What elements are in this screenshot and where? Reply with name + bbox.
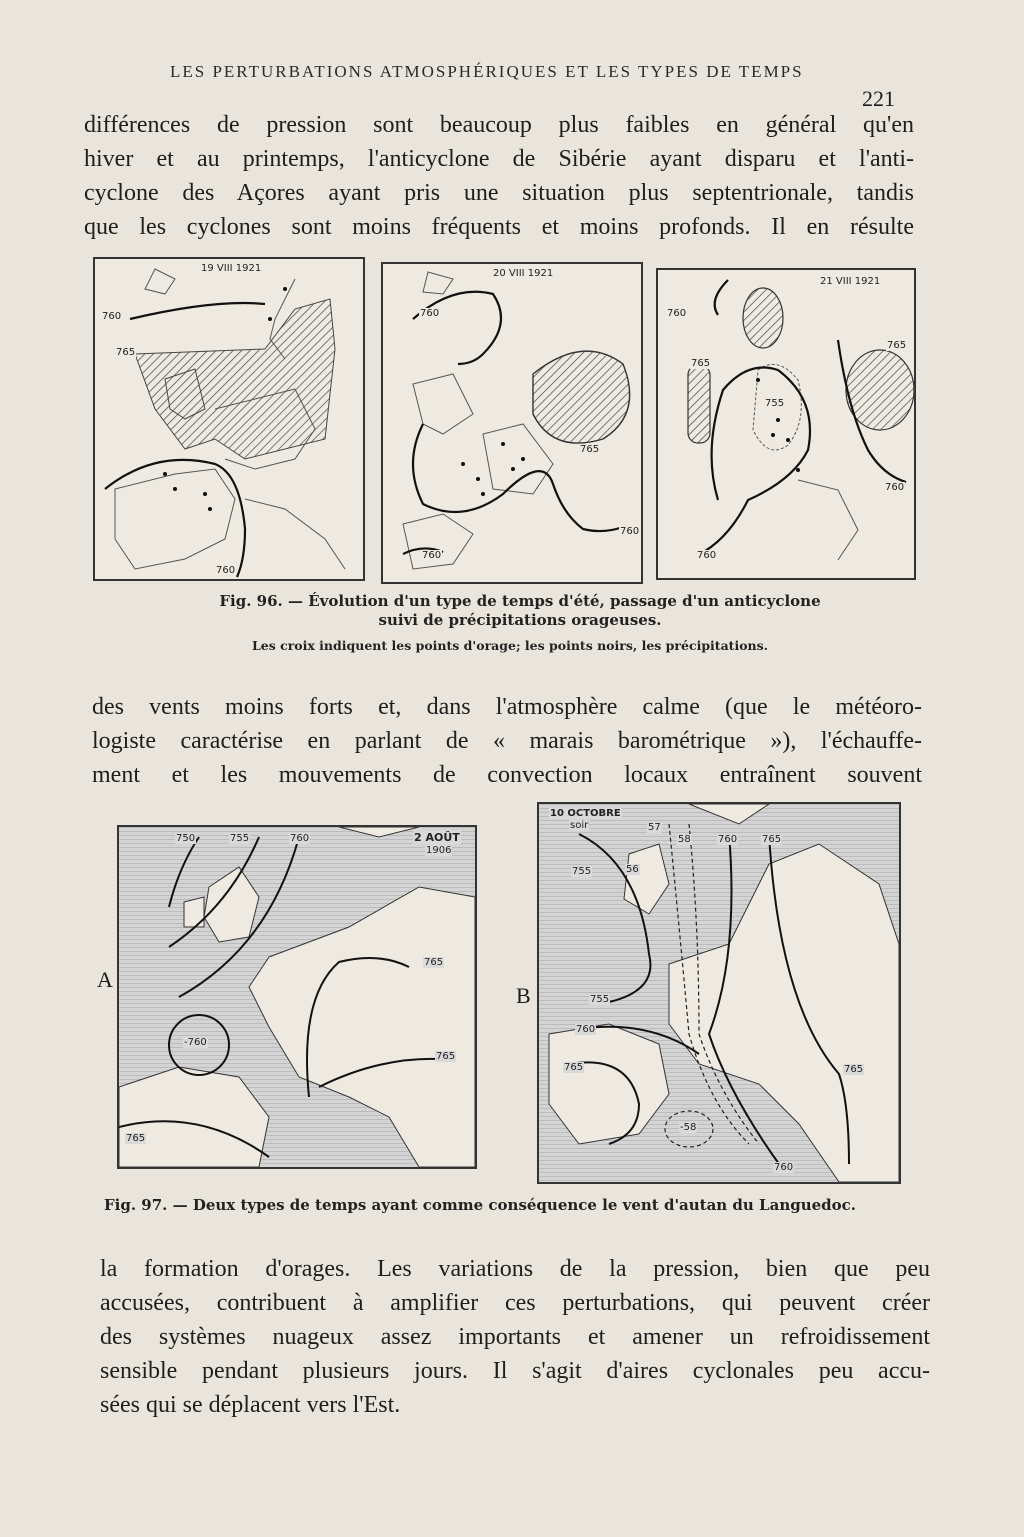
figure-96-caption bbox=[140, 592, 900, 630]
map-year: 1906 bbox=[426, 845, 452, 856]
text-line: la formation d'orages. Les variations de la pression, bien que peu bbox=[100, 1256, 930, 1282]
isobar-label: 760 bbox=[420, 308, 440, 319]
isobar-label: 755 bbox=[230, 833, 250, 844]
text-line: logiste caractérise en parlant de « marais barométrique »), l'échauffe- bbox=[92, 728, 922, 754]
isobar-label: 765 bbox=[116, 347, 136, 358]
text-line: ment et les mouvements de convection locaux entraînent souvent bbox=[92, 762, 922, 788]
isobar-label: 765 bbox=[424, 957, 444, 968]
weather-map-21-aug bbox=[656, 268, 916, 580]
isobar-label: 750 bbox=[176, 833, 196, 844]
weather-map-b bbox=[537, 802, 901, 1184]
text-line: sées qui se déplacent vers l'Est. bbox=[100, 1392, 401, 1418]
map-date-sub: soir bbox=[570, 820, 589, 831]
isobar-label: 755 bbox=[590, 994, 610, 1005]
map-date: 10 OCTOBRE bbox=[550, 808, 621, 819]
isobar-label: -58 bbox=[680, 1122, 697, 1133]
text-line: des vents moins forts et, dans l'atmosphère calme (que le météoro- bbox=[92, 694, 922, 720]
isobar-label: 765 bbox=[126, 1133, 146, 1144]
isobar-label: 765 bbox=[580, 444, 600, 455]
isobar-label: 760 bbox=[576, 1024, 596, 1035]
isobar-label: 58 bbox=[678, 834, 691, 845]
isobar-label: 760 bbox=[774, 1162, 794, 1173]
paragraph-bottom bbox=[100, 1252, 930, 1422]
text-line: accusées, contribuent à amplifier ces perturbations, qui peuvent créer bbox=[100, 1290, 930, 1316]
isobar-label: 760 bbox=[667, 308, 687, 319]
map-date: 2 AOÛT bbox=[414, 831, 460, 844]
isobar-label: 760 bbox=[216, 565, 236, 576]
map-date: 19 VIII 1921 bbox=[201, 263, 262, 274]
isobar-label: 765 bbox=[691, 358, 711, 369]
weather-map-20-aug bbox=[381, 262, 643, 584]
paragraph-middle bbox=[92, 690, 922, 792]
isobar-label: 755 bbox=[765, 398, 785, 409]
isobar-label: 760 bbox=[885, 482, 905, 493]
isobar-label: 760 bbox=[102, 311, 122, 322]
map-date: 21 VIII 1921 bbox=[820, 276, 881, 287]
text-line: différences de pression sont beaucoup plus faibles en général qu'en bbox=[84, 112, 914, 138]
figure-96-note: Les croix indiquent les points d'orage; les points noirs, les précipitations. bbox=[251, 638, 769, 653]
weather-map-19-aug bbox=[93, 257, 365, 581]
isobar-label: 755 bbox=[572, 866, 592, 877]
isobar-label: 760 bbox=[620, 526, 640, 537]
text-line: sensible pendant plusieurs jours. Il s'agit d'aires cyclonales peu accu- bbox=[100, 1358, 930, 1384]
text-line: des systèmes nuageux assez importants et amener un refroidissement bbox=[100, 1324, 930, 1350]
caption-line: Fig. 96. — Évolution d'un type de temps d'été, passage d'un anticyclone bbox=[219, 592, 821, 610]
weather-map-a bbox=[117, 825, 477, 1169]
isobar-label: -760 bbox=[184, 1037, 207, 1048]
isobar-label: 56 bbox=[626, 864, 639, 875]
figure-letter-b: B bbox=[516, 983, 531, 1008]
isobar-label: 760 bbox=[697, 550, 717, 561]
isobar-label: 760 bbox=[290, 833, 310, 844]
figure-97-caption: Fig. 97. — Deux types de temps ayant comme conséquence le vent d'autan du Languedoc. bbox=[104, 1196, 857, 1214]
figure-letter-a: A bbox=[97, 967, 113, 992]
map-date: 20 VIII 1921 bbox=[493, 268, 554, 279]
isobar-label: 765 bbox=[564, 1062, 584, 1073]
isobar-label: 57 bbox=[648, 822, 661, 833]
text-line: que les cyclones sont moins fréquents et moins profonds. Il en résulte bbox=[84, 214, 914, 240]
caption-line: suivi de précipitations orageuses. bbox=[378, 611, 662, 629]
text-line: cyclone des Açores ayant pris une situation plus septentrionale, tandis bbox=[84, 180, 914, 206]
page-number: 221 bbox=[862, 86, 895, 111]
text-line: hiver et au printemps, l'anticyclone de Sibérie ayant disparu et l'anti- bbox=[84, 146, 914, 172]
isobar-label: 765 bbox=[436, 1051, 456, 1062]
isobar-label: 765 bbox=[762, 834, 782, 845]
isobar-label: 765 bbox=[887, 340, 907, 351]
isobar-label: 760 bbox=[718, 834, 738, 845]
running-head: LES PERTURBATIONS ATMOSPHÉRIQUES ET LES TYPES DE TEMPS bbox=[170, 62, 804, 81]
isobar-label: 760 bbox=[422, 550, 442, 561]
paragraph-top bbox=[84, 108, 914, 244]
isobar-label: 765 bbox=[844, 1064, 864, 1075]
